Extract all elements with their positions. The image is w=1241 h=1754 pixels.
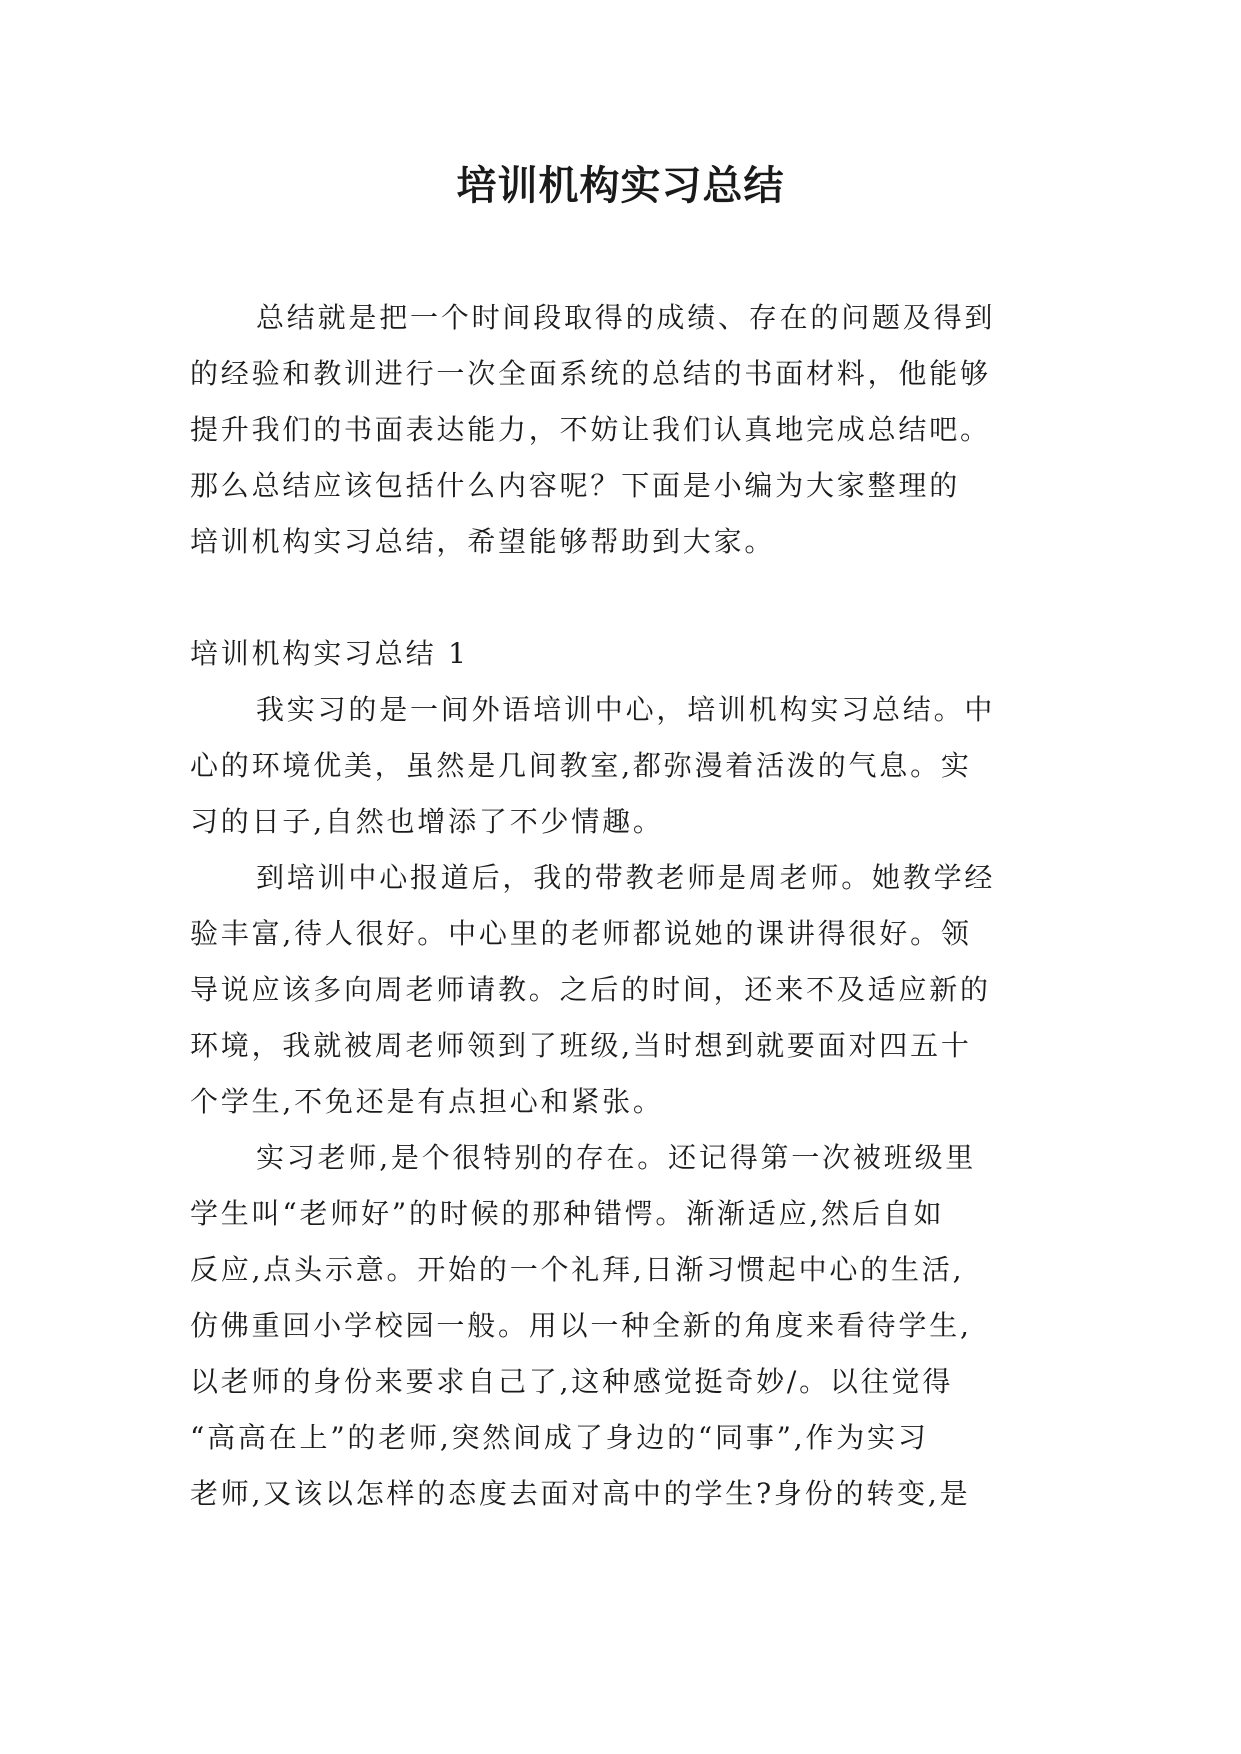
text-line: 个学生,不免还是有点担心和紧张。 [190, 1085, 664, 1118]
text-line: 反应,点头示意。开始的一个礼拜,日渐习惯起中心的生活, [190, 1253, 965, 1286]
paragraph-spacer [190, 570, 1052, 626]
document-body [190, 290, 1052, 1522]
text-line: 到培训中心报道后，我的带教老师是周老师。她教学经 [256, 861, 996, 894]
page-title: 培训机构实习总结 [456, 163, 785, 209]
text-line: 学生叫“老师好”的时候的那种错愕。渐渐适应,然后自如 [190, 1197, 945, 1230]
text-line: 总结就是把一个时间段取得的成绩、存在的问题及得到 [256, 301, 996, 334]
section-heading: 培训机构实习总结 1 [190, 637, 469, 670]
text-line: 提升我们的书面表达能力，不妨让我们认真地完成总结吧。 [190, 413, 991, 446]
text-line: 环境，我就被周老师领到了班级,当时想到就要面对四五十 [190, 1029, 972, 1062]
text-line: “高高在上”的老师,突然间成了身边的“同事”,作为实习 [190, 1421, 929, 1454]
text-line: 那么总结应该包括什么内容呢？下面是小编为大家整理的 [190, 469, 961, 502]
text-line: 心的环境优美，虽然是几间教室,都弥漫着活泼的气息。实 [190, 749, 972, 782]
text-line: 习的日子,自然也增添了不少情趣。 [190, 805, 664, 838]
text-line: 培训机构实习总结，希望能够帮助到大家。 [190, 525, 776, 558]
paragraph-2 [190, 850, 1052, 1130]
text-line: 导说应该多向周老师请教。之后的时间，还来不及适应新的 [190, 973, 991, 1006]
text-line: 以老师的身份来要求自己了,这种感觉挺奇妙/。以往觉得 [190, 1365, 954, 1398]
text-line: 老师,又该以怎样的态度去面对高中的学生?身份的转变,是 [190, 1477, 971, 1510]
text-line: 验丰富,待人很好。中心里的老师都说她的课讲得很好。领 [190, 917, 972, 950]
paragraph-1 [190, 682, 1052, 850]
text-line: 的经验和教训进行一次全面系统的总结的书面材料，他能够 [190, 357, 991, 390]
text-line: 实习老师,是个很特别的存在。还记得第一次被班级里 [256, 1141, 977, 1174]
text-line: 仿佛重回小学校园一般。用以一种全新的角度来看待学生, [190, 1309, 972, 1342]
text-line: 我实习的是一间外语培训中心，培训机构实习总结。中 [256, 693, 996, 726]
intro-paragraph [190, 290, 1052, 570]
paragraph-3 [190, 1130, 1052, 1522]
